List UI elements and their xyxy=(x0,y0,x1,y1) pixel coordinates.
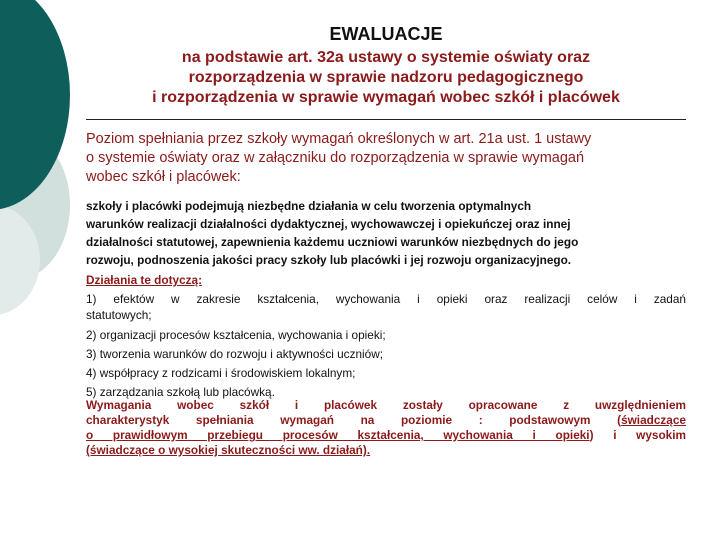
requirements-note xyxy=(86,398,686,458)
note-underlined: świadczące xyxy=(621,413,686,427)
note-line xyxy=(86,413,686,428)
note-line: Wymagania wobec szkół i placówek zostały opracowane z uwzględnieniem xyxy=(86,398,686,412)
note-text: ) i wysokim xyxy=(589,428,686,442)
decorative-circle-light xyxy=(0,130,70,280)
lead-text xyxy=(86,130,686,187)
paragraph-line: rozwoju, podnoszenia jakości pracy szkoły lub placówki i jej rozwoju organizacyjnego. xyxy=(86,253,572,267)
paragraph-line: szkoły i placówki podejmują niezbędne działania w celu tworzenia optymalnych xyxy=(86,199,532,213)
slide-title: EWALUACJE xyxy=(329,24,443,44)
decorative-circle-teal xyxy=(0,0,70,210)
lead-line: Poziom spełniania przez szkoły wymagań określonych w art. 21a ust. 1 ustawy xyxy=(86,131,592,147)
actions-list xyxy=(86,290,686,402)
paragraph-line: działalności statutowej, zapewnienia każdemu uczniowi warunków niezbędnych do jego xyxy=(86,235,579,249)
list-item-continuation: statutowych; xyxy=(86,308,152,322)
list-item: 3) tworzenia warunków do rozwoju i aktywności uczniów; xyxy=(86,347,384,361)
subtitle-line: i rozporządzenia w sprawie wymagań wobec szkół i placówek xyxy=(152,89,620,106)
slide-subtitle xyxy=(86,48,686,108)
note-underlined: (świadczące o wysokiej skuteczności ww. działań). xyxy=(86,443,371,457)
note-line xyxy=(86,428,686,443)
paragraph xyxy=(86,197,686,269)
lead-line: wobec szkół i placówek: xyxy=(86,169,241,185)
decorative-circle-pale xyxy=(0,205,40,315)
lead-line: o systemie oświaty oraz w załączniku do rozporządzenia w sprawie wymagań xyxy=(86,150,585,166)
actions-heading: Działania te dotyczą: xyxy=(86,273,203,287)
note-line xyxy=(86,443,686,458)
divider xyxy=(86,119,686,120)
list-item: 1) efektów w zakresie kształcenia, wychowania i opieki oraz realizacji celów i zadań xyxy=(86,292,686,306)
paragraph-line: warunków realizacji działalności dydaktycznej, wychowawczej i opiekuńczej oraz innej xyxy=(86,217,571,231)
subtitle-line: na podstawie art. 32a ustawy o systemie oświaty oraz xyxy=(181,49,591,66)
subtitle-line: rozporządzenia w sprawie nadzoru pedagogicznego xyxy=(188,69,584,86)
note-text: charakterystyk spełniania wymagań na poziomie : podstawowym ( xyxy=(86,413,622,427)
list-item: 4) współpracy z rodzicami i środowiskiem lokalnym; xyxy=(86,366,356,380)
note-underlined: o prawidłowym przebiegu procesów kształcenia, wychowania i opieki xyxy=(86,428,590,442)
list-item: 2) organizacji procesów kształcenia, wychowania i opieki; xyxy=(86,328,386,342)
list-item: 5) zarządzania szkołą lub placówką. xyxy=(86,385,275,399)
